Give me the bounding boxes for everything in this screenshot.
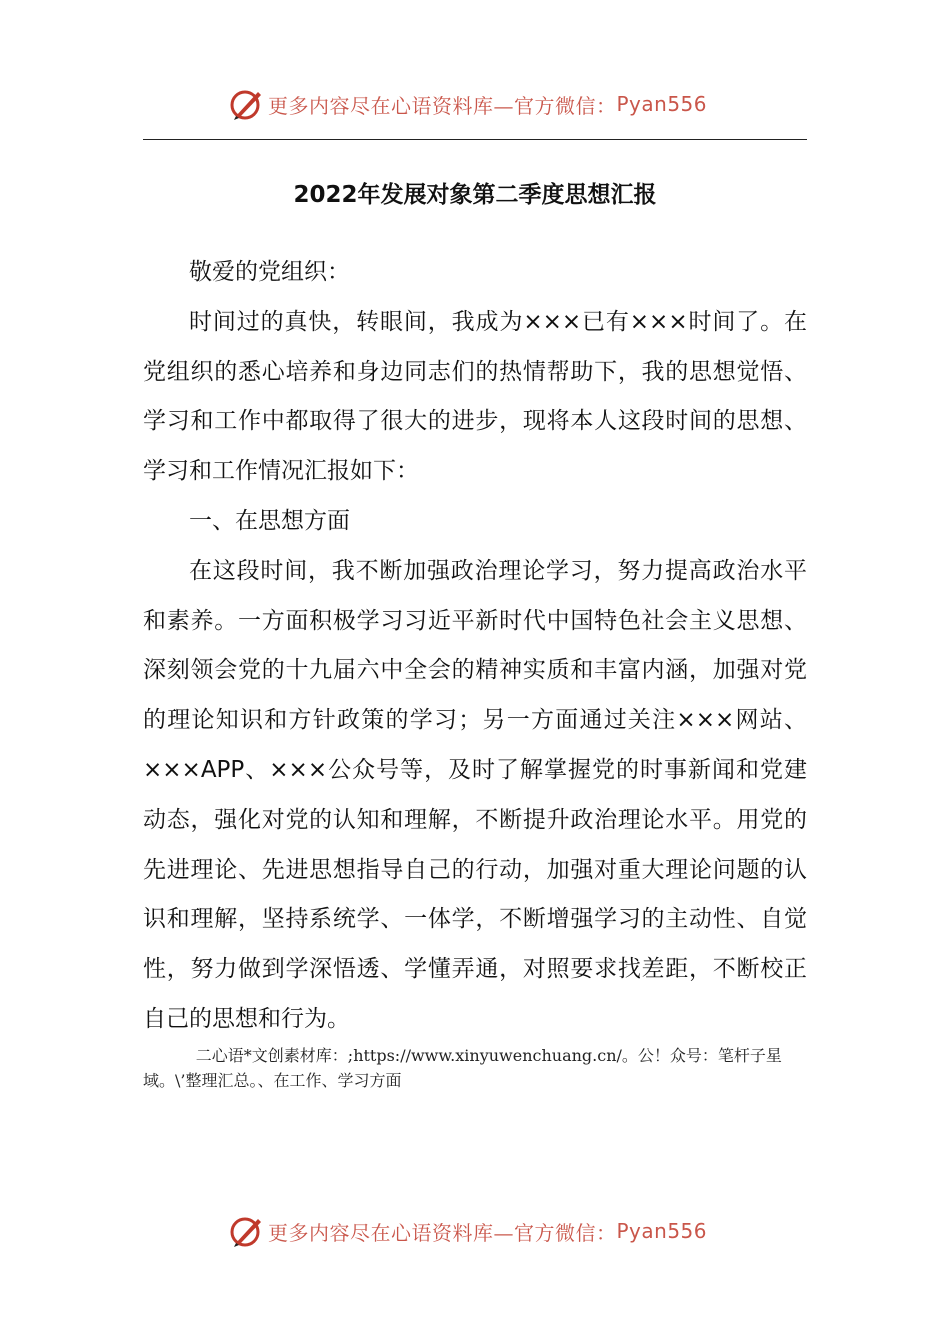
paragraph-intro: 时间过的真快，转眼间，我成为×××已有×××时间了。在党组织的悉心培养和身边同志们的热情帮助下，我的思想觉悟、学习和工作中都取得了很大的进步，现将本人这段时间的思想、学习和工作情况汇报如下： xyxy=(143,308,807,485)
header-banner xyxy=(228,84,707,124)
watermark-note: 二心语*文创素材库：;https://www.xinyuwenchuang.cn/。公！众号：笔杆子星域。\’整理汇总。、在工作、学习方面 xyxy=(143,1046,782,1090)
quill-logo-icon xyxy=(228,1213,264,1249)
footer-banner xyxy=(228,1211,707,1251)
paragraph-thought: 在这段时间，我不断加强政治理论学习，努力提高政治水平和素养。一方面积极学习习近平新时代中国特色社会主义思想、深刻领会党的十九届六中全会的精神实质和丰富内涵，加强对党的理论知识和方针政策的学习；另一方面通过关注×××网站、×××APP、×××公众号等，及时了解掌握党的时事新闻和党建动态，强化对党的认知和理解，不断提升政治理论水平。用党的先进理论、先进思想指导自己的行动，加强对重大理论问题的认识和理解，坚持系统学、一体学，不断增强学习的主动性、自觉性，努力做到学深悟透、学懂弄通，对照要求找差距，不断校正自己的思想和行为。 xyxy=(143,557,807,1032)
salutation: 敬爱的党组织： xyxy=(189,259,350,285)
quill-logo-icon xyxy=(228,86,264,122)
section-heading: 一、在思想方面 xyxy=(189,507,350,534)
header-banner-text: 更多内容尽在心语资料库—官方微信： xyxy=(268,93,617,118)
document-body xyxy=(143,248,807,1045)
header-divider xyxy=(143,139,807,140)
header-banner-id: Pyan556 xyxy=(616,92,708,116)
footer-banner-text: 更多内容尽在心语资料库—官方微信： xyxy=(268,1220,617,1245)
document-title: 2022年发展对象第二季度思想汇报 xyxy=(293,182,657,208)
footer-banner-id: Pyan556 xyxy=(616,1219,708,1243)
